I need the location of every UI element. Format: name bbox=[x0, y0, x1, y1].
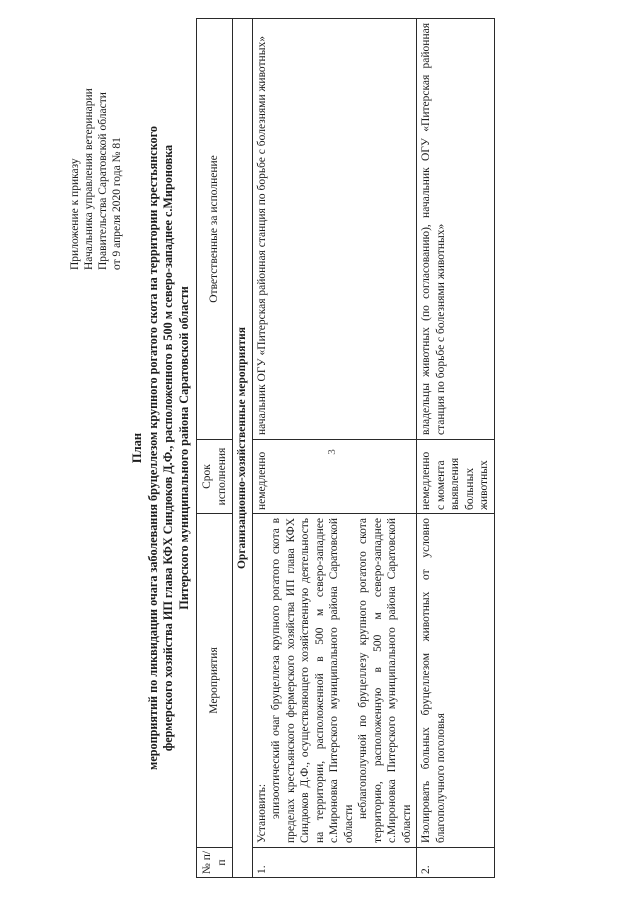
document-sheet bbox=[56, 18, 596, 878]
header-num: № п/п bbox=[197, 848, 233, 878]
measure-paragraph: эпизоотический очаг бруцеллеза крупного рогатого скота в пределах крестьянского фермерского хозяйства ИП глава КФХ Синдюков Д.Ф., осуществляющего хозяйственную деятельность на территории, расположенной в 500 м северо-западнее с.Мироновка Питерского муниципального района Саратовской области bbox=[270, 518, 355, 843]
header-measure: Мероприятия bbox=[197, 514, 233, 848]
row-num: 1. bbox=[252, 848, 417, 878]
measure-paragraph: неблагополучной по бруцеллезу крупного рогатого скота территорию, расположенную в 500 м северо-западнее с.Мироновка Питерского муниципального района Саратовской области bbox=[357, 518, 413, 843]
header-term: Срок исполнения bbox=[197, 440, 233, 514]
title-line: мероприятий по ликвидации очага заболевания бруцеллезом крупного рогатого скота на территории крестьянского bbox=[145, 126, 160, 770]
row-num: 2. bbox=[417, 848, 495, 878]
plan-table bbox=[196, 18, 495, 878]
document-title bbox=[130, 18, 192, 878]
row-responsible: владельцы животных (по согласованию), начальник ОГУ «Питерская районная станция по борьбе с болезнями животных» bbox=[417, 19, 495, 440]
header-responsible: Ответственные за исполнение bbox=[197, 19, 233, 440]
section-row bbox=[233, 19, 253, 878]
appendix-line: Приложение к приказу bbox=[69, 158, 81, 270]
table-header-row bbox=[197, 19, 233, 878]
title-heading: План bbox=[130, 432, 144, 464]
title-line: фермерского хозяйства ИП глава КФХ Синдюков Д.Ф., расположенного в 500 м северо-западнее с.Мироновка bbox=[161, 144, 175, 752]
appendix-header bbox=[68, 18, 124, 270]
appendix-line: от 9 апреля 2020 года № 81 bbox=[111, 137, 123, 270]
measure-intro: Установить: bbox=[255, 783, 268, 843]
row-term: немедленно bbox=[252, 440, 417, 514]
appendix-line: Начальника управления ветеринарии bbox=[83, 88, 95, 270]
section-title: Организационно-хозяйственные мероприятия bbox=[233, 19, 253, 878]
row-term: немедленно с момента выявления больных животных bbox=[417, 440, 495, 514]
row-measure: Изолировать больных бруцеллезом животных от условно благополучного поголовья bbox=[417, 514, 495, 848]
appendix-line: Правительства Саратовской области bbox=[97, 92, 109, 270]
row-measure bbox=[252, 514, 417, 848]
title-line: Питерского муниципального района Саратовской области bbox=[176, 286, 191, 610]
table-row bbox=[252, 19, 417, 878]
row-responsible: начальник ОГУ «Питерская районная станция по борьбе с болезнями животных» bbox=[252, 19, 417, 440]
table-row bbox=[417, 19, 495, 878]
page-number: 3 bbox=[326, 449, 338, 455]
